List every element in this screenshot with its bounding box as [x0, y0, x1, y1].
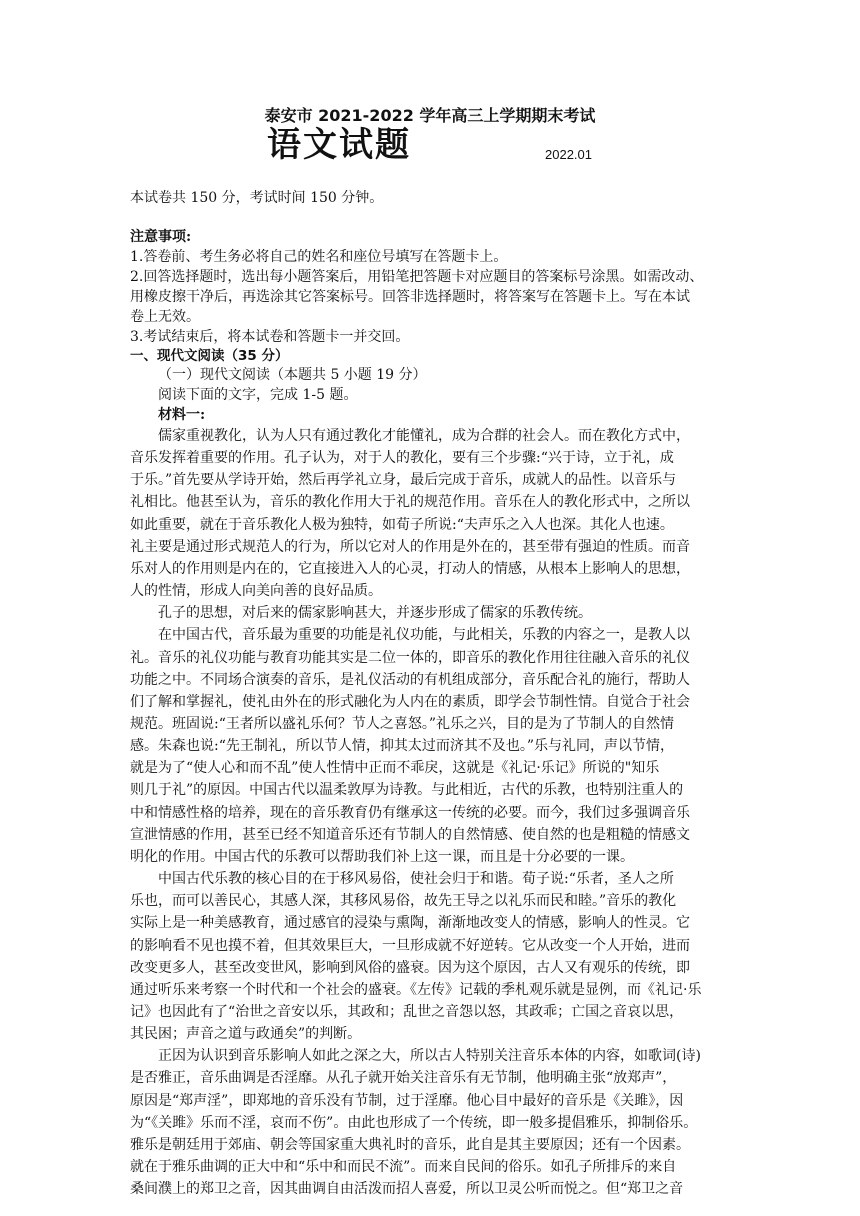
passage-line: 儒家重视教化，认为人只有通过教化才能懂礼，成为合群的社会人。而在教化方式中， [130, 428, 690, 444]
passage-line: 礼相比。他甚至认为，音乐的教化作用大于礼的规范作用。音乐在人的教化形式中，之所以 [130, 494, 690, 511]
material-label: 材料一: [158, 407, 206, 423]
passage-line: 人的性情，形成人向美向善的良好品质。 [130, 583, 382, 599]
passage-line: 通过听乐来考察一个时代和一个社会的盛衰。《左传》记载的季札观乐就是显例，而《礼记·乐 [130, 981, 702, 998]
passage-line: 感。朱森也说:“先王制礼，所以节人情，抑其太过而济其不及也。”乐与礼同，声以节情， [130, 738, 675, 755]
passage-line: 改变更多人，甚至改变世风，影响到风俗的盛衰。因为这个原因，古人又有观乐的传统，即 [130, 959, 690, 976]
passage-line: 雅乐是朝廷用于郊庙、朝会等国家重大典礼时的音乐，此自是其主要原因；还有一个因素。 [130, 1136, 690, 1153]
passage-line: 礼。音乐的礼仪功能与教育功能其实是二位一体的，即音乐的教化作用往往融入音乐的礼仪 [130, 649, 690, 666]
passage-line: 音乐发挥着重要的作用。孔子认为，对于人的教化，要有三个步骤:“兴于诗，立于礼，成 [130, 450, 674, 467]
notes-line: 卷上无效。 [130, 309, 200, 325]
passage-line: 就是为了“使人心和而不乱”使人性情中正而不乖戾，这就是《礼记·乐记》所说的"知乐 [130, 760, 660, 777]
sub-section-heading: （一）现代文阅读（本题共 5 小题 19 分） [158, 367, 427, 383]
passage-line: 乐对人的作用则是内在的，它直接进入人的心灵，打动人的情感，从根本上影响人的思想， [130, 560, 690, 577]
section-heading: 一、现代文阅读（35 分） [130, 348, 289, 364]
passage-line: 的影响看不见也摸不着，但其效果巨大，一旦形成就不好逆转。它从改变一个人开始，进而 [130, 937, 690, 954]
passage-line: 礼主要是通过形式规范人的行为，所以它对人的作用是外在的，甚至带有强迫的性质。而音 [130, 538, 690, 555]
passage-line: 实际上是一种美感教育，通过感官的浸染与熏陶，渐渐地改变人的情感，影响人的性灵。它 [130, 915, 690, 932]
passage-line: 孔子的思想，对后来的儒家影响甚大，并逐步形成了儒家的乐教传统。 [130, 605, 592, 622]
passage-line: 记》也因此有了“治世之音安以乐，其政和；乱世之音怨以怒，其政乖；亡国之音哀以思， [130, 1003, 684, 1020]
notes-line: 2.回答选择题时，选出每小题答案后，用铅笔把答题卡对应题目的答案标号涂黑。如需改动、 [130, 269, 704, 285]
passage-line: 乐也，而可以善民心，其感人深，其移风易俗，故先王导之以礼乐而民和睦。”音乐的教化 [130, 893, 677, 910]
subject-title: 语文试题 [267, 125, 411, 165]
exam-intro: 本试卷共 150 分，考试时间 150 分钟。 [130, 190, 384, 206]
exam-date: 2022.01 [545, 147, 592, 162]
passage-line: 中和情感性格的培养，现在的音乐教育仍有继承这一传统的必要。而今，我们过多强调音乐 [130, 804, 690, 821]
passage-line: 明化的作用。中国古代的乐教可以帮助我们补上这一课，而且是十分必要的一课。 [130, 848, 634, 865]
passage-line: 于乐。”首先要从学诗开始，然后再学礼立身，最后完成于音乐，成就人的品性。以音乐与 [130, 472, 677, 489]
passage-line: 其民困；声音之道与政通矣”的判断。 [130, 1026, 362, 1042]
passage-line: 桑间濮上的郑卫之音，因其曲调自由活泼而招人喜爱，所以卫灵公听而悦之。但“郑卫之音 [130, 1181, 684, 1198]
passage-line: 为“《关雎》乐而不淫，哀而不伤”。由此也形成了一个传统，即一般多提倡雅乐，抑制俗乐。 [130, 1114, 698, 1131]
passage-line: 是否雅正，音乐曲调是否淫靡。从孔子就开始关注音乐有无节制，他明确主张“放郑声”， [130, 1070, 677, 1087]
reading-instruction: 阅读下面的文字，完成 1-5 题。 [158, 387, 358, 403]
notes-heading: 注意事项: [130, 229, 192, 245]
notes-line: 用橡皮擦干净后，再选涂其它答案标号。回答非选择题时，将答案写在答题卡上。写在本试 [130, 289, 690, 305]
notes-line: 1.答卷前、考生务必将自己的姓名和座位号填写在答题卡上。 [130, 249, 508, 265]
passage-line: 正因为认识到音乐影响人如此之深之大，所以古人特别关注音乐本体的内容，如歌词(诗) [130, 1048, 701, 1065]
passage-line: 原因是“郑声淫”，即郑地的音乐没有节制，过于淫靡。他心目中最好的音乐是《关雎》，因 [130, 1092, 684, 1109]
passage-line: 就在于雅乐曲调的正大中和“乐中和而民不流”。而来自民间的俗乐。如孔子所排斥的来自 [130, 1158, 677, 1175]
passage-line: 们了解和掌握礼，使礼由外在的形式融化为人内在的素质，即学会节制性情。自觉合于社会 [130, 693, 690, 710]
passage-line: 在中国古代，音乐最为重要的功能是礼仪功能，与此相关，乐教的内容之一，是教人以 [130, 627, 690, 644]
passage-line: 中国古代乐教的核心目的在于移风易俗，使社会归于和谐。荀子说:“乐者，圣人之所 [130, 871, 674, 887]
passage-line: 功能之中。不同场合演奏的音乐，是礼仪活动的有机组成部分，音乐配合礼的施行，帮助人 [130, 671, 690, 688]
passage-line: 则几于礼”的原因。中国古代以温柔敦厚为诗教。与此相近，古代的乐教，也特别注重人的 [130, 782, 684, 799]
exam-title: 泰安市 2021-2022 学年高三上学期期末考试 [264, 106, 596, 125]
notes-line: 3.考试结束后，将本试卷和答题卡一并交回。 [130, 329, 410, 345]
passage-line: 规范。班固说:“王者所以盛礼乐何？节人之喜怒。”礼乐之兴，目的是为了节制人的自然情 [130, 716, 675, 732]
passage-line: 如此重要，就在于音乐教化人极为独特，如荀子所说:“夫声乐之入人也深。其化人也速。 [130, 516, 674, 533]
passage-line: 宣泄情感的作用，甚至已经不知道音乐还有节制人的自然情感、使自然的也是粗糙的情感文 [130, 826, 690, 843]
